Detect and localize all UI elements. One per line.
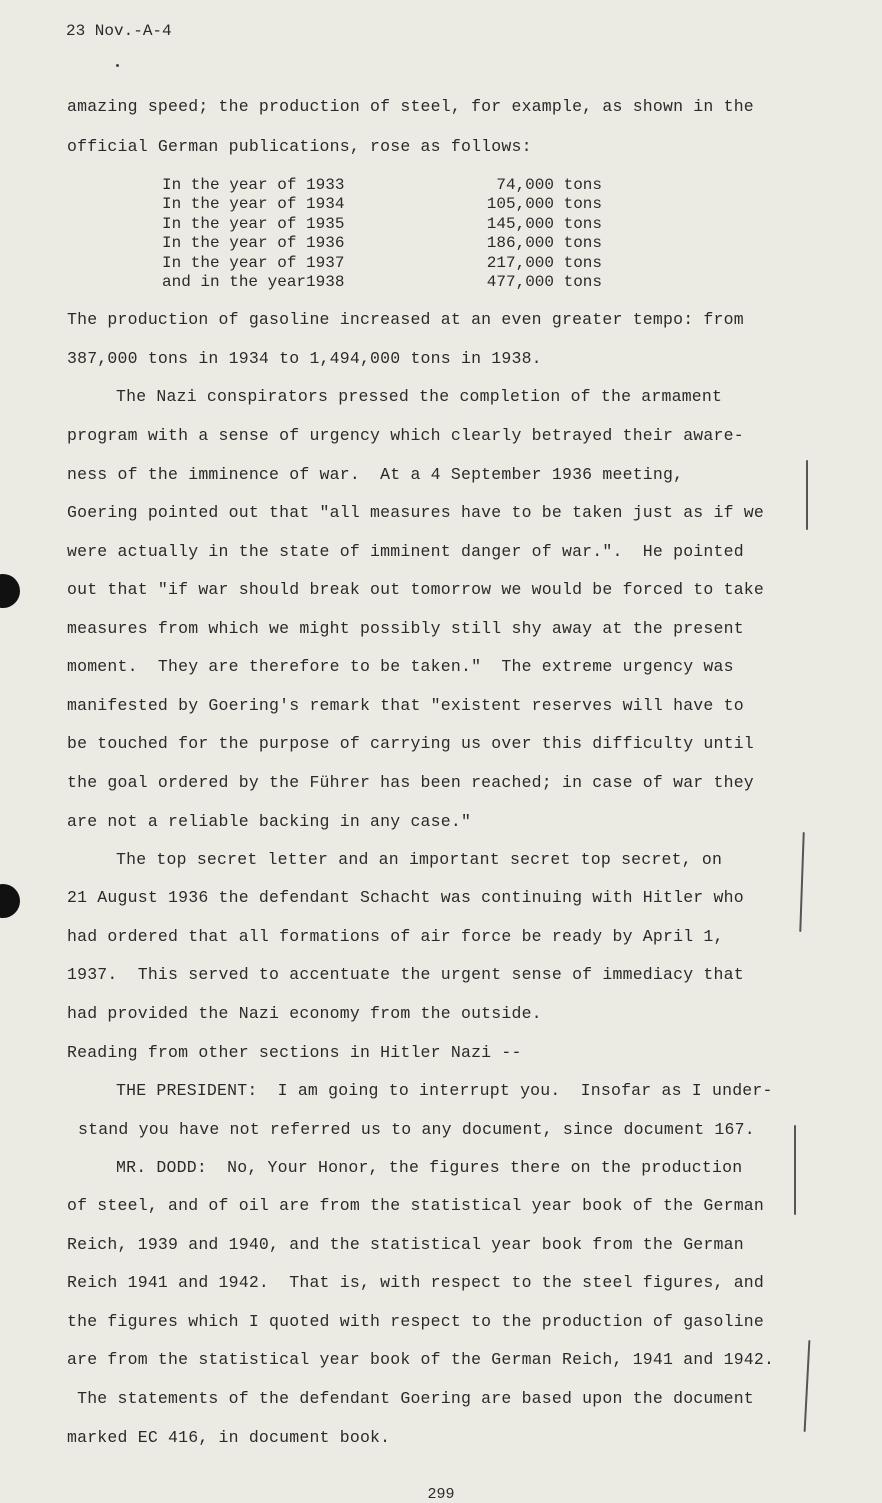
text-line: manifested by Goering's remark that "existent reserves will have to: [67, 696, 744, 715]
tonnage-value: 217,000 tons: [486, 253, 602, 272]
text-line: The top secret letter and an important secret top secret, on: [116, 850, 723, 869]
document-id: 23 Nov.-A-4: [66, 22, 172, 40]
text-line: official German publications, rose as follows:: [67, 137, 532, 156]
text-line: 21 August 1936 the defendant Schacht was continuing with Hitler who: [67, 888, 744, 907]
text-line: ness of the imminence of war. At a 4 September 1936 meeting,: [67, 465, 684, 484]
text-line: moment. They are therefore to be taken." The extreme urgency was: [67, 657, 734, 676]
text-line: were actually in the state of imminent danger of war.". He pointed: [67, 542, 744, 561]
year-label: In the year of 1936: [162, 234, 345, 253]
text-line: Goering pointed out that "all measures have to be taken just as if we: [67, 503, 765, 522]
binder-hole: [0, 574, 20, 608]
text-line: 1937. This served to accentuate the urgent sense of immediacy that: [67, 965, 744, 984]
text-line: are not a reliable backing in any case.": [67, 812, 472, 831]
text-line: Reich 1941 and 1942. That is, with respect to the steel figures, and: [67, 1273, 765, 1292]
text-line: stand you have not referred us to any document, since document 167.: [78, 1120, 755, 1139]
margin-mark: [799, 832, 804, 932]
text-line: had provided the Nazi economy from the outside.: [67, 1004, 542, 1023]
text-line: The statements of the defendant Goering are based upon the document: [67, 1389, 754, 1408]
tonnage-value: 145,000 tons: [486, 214, 602, 233]
text-line: The Nazi conspirators pressed the completion of the armament: [116, 387, 723, 406]
tonnage-value: 477,000 tons: [486, 272, 602, 291]
text-line: Reich, 1939 and 1940, and the statistical year book from the German: [67, 1235, 744, 1254]
page-number: 299: [427, 1486, 455, 1503]
steel-production-table: [162, 176, 602, 292]
text-line: had ordered that all formations of air force be ready by April 1,: [67, 927, 724, 946]
text-line: the figures which I quoted with respect to the production of gasoline: [67, 1312, 765, 1331]
table-row: [162, 176, 602, 195]
table-row: [162, 273, 602, 292]
text-line: measures from which we might possibly still shy away at the present: [67, 619, 744, 638]
year-label: In the year of 1935: [162, 214, 345, 233]
text-line: THE PRESIDENT: I am going to interrupt you. Insofar as I under-: [116, 1081, 773, 1100]
margin-mark: [794, 1125, 796, 1215]
text-line: The production of gasoline increased at an even greater tempo: from: [67, 310, 744, 329]
text-line: Reading from other sections in Hitler Nazi --: [67, 1043, 522, 1062]
binder-hole: [0, 884, 20, 918]
text-line: the goal ordered by the Führer has been reached; in case of war they: [67, 773, 754, 792]
text-line: are from the statistical year book of the German Reich, 1941 and 1942.: [67, 1350, 775, 1369]
table-row: [162, 234, 602, 253]
text-line: amazing speed; the production of steel, for example, as shown in the: [67, 97, 754, 116]
text-line: program with a sense of urgency which clearly betrayed their aware-: [67, 426, 744, 445]
tonnage-value: 186,000 tons: [486, 234, 602, 253]
text-line: out that "if war should break out tomorrow we would be forced to take: [67, 580, 765, 599]
year-label: In the year of 1934: [162, 195, 345, 214]
margin-mark: [806, 460, 808, 530]
text-line: of steel, and of oil are from the statistical year book of the German: [67, 1196, 765, 1215]
table-row: [162, 254, 602, 273]
table-row: [162, 215, 602, 234]
table-row: [162, 195, 602, 214]
year-label: and in the year1938: [162, 272, 345, 291]
tonnage-value: 74,000 tons: [496, 176, 602, 194]
text-line: 387,000 tons in 1934 to 1,494,000 tons in 1938.: [67, 349, 542, 368]
text-line: MR. DODD: No, Your Honor, the figures there on the production: [116, 1158, 743, 1177]
text-line: marked EC 416, in document book.: [67, 1428, 391, 1447]
text-line: be touched for the purpose of carrying us over this difficulty until: [67, 734, 754, 753]
year-label: In the year of 1937: [162, 253, 345, 272]
margin-mark: [804, 1340, 811, 1432]
ink-speck: [116, 64, 119, 67]
tonnage-value: 105,000 tons: [486, 195, 602, 214]
year-label: In the year of 1933: [162, 176, 345, 194]
